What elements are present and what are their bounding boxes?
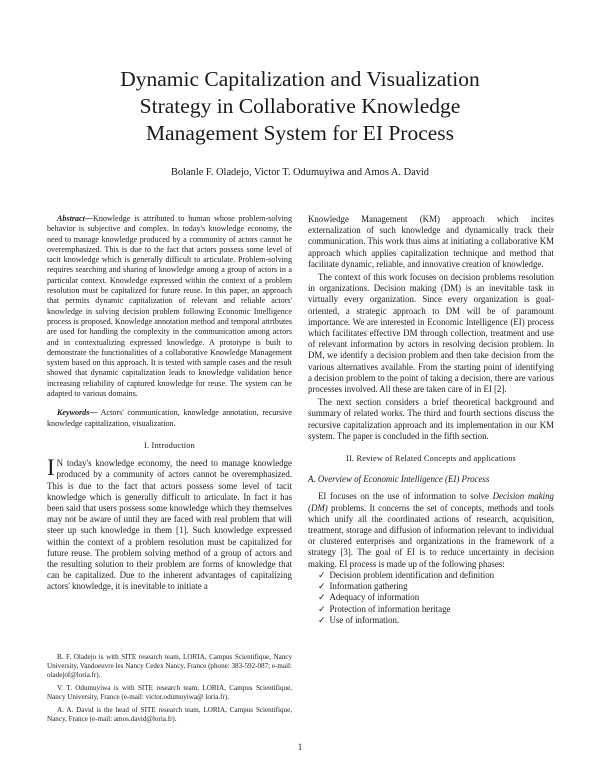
subsection-heading-ei: A. Overview of Economic Intelligence (EI) Process	[308, 474, 490, 485]
phase-text: Adequacy of information	[329, 592, 420, 603]
title-line: Management System for EI Process	[145, 121, 455, 145]
context-paragraph: The context of this work focuses on decision problems resolution in organizations. Decision making (DM) is an inevitable task in virtually every organization. Since every organization is goal-oriented, a strategic approach to DM will be of paramount importance. We are interested in Economic Intelligence (EI) process which facilitates effective DM through collection, treatment and use of relevant information by actors in resolving decision problem. In DM, we identify a decision problem and then take decision from the various alternatives available. From the starting point of identifying a decision problem to the point of taking a decision, there are various processes involved. All these are taken care of in EI [2].	[308, 272, 554, 395]
abstract	[47, 214, 292, 399]
list-item	[318, 604, 554, 615]
outline-paragraph: The next section considers a brief theoretical background and summary of related works. The third and fourth sections discuss the recursive capitalization approach and its implementation in our KM system. The paper is concluded in the fifth section.	[308, 397, 554, 441]
checkmark-icon: ✓	[318, 592, 326, 603]
keywords	[47, 408, 292, 429]
checkmark-icon: ✓	[318, 603, 326, 614]
author-list: Bolanle F. Oladejo, Victor T. Odumuyiwa and Amos A. David	[171, 167, 429, 178]
list-item	[318, 615, 554, 626]
section-heading-introduction: I. Introduction	[144, 440, 195, 450]
footnote: V. T. Odumuyiwa is with SITE research team, LORIA, Campus Scientifique, Nancy University, France (e-mail: victor.odumuyiwa@ loria.fr).	[47, 684, 292, 701]
drop-cap: I	[47, 455, 55, 481]
page-number: 1	[297, 742, 303, 752]
abstract-label: Abstract—	[57, 214, 93, 223]
ei-term: Decision making (DM)	[308, 491, 554, 513]
ei-paragraph	[308, 491, 554, 569]
intro-text: N today's knowledge economy, the need to manage knowledge produced by a community of actors cannot be overemphasized. This is due to the fact that actors possess some level of tacit knowledge which is generally difficult to articulate. In fact it has been said that users possess some knowledge which they themselves may not be aware of until they are faced with real problem that will steer up such knowledge in them [1]. Such knowledge expressed within the context of a problem resolution must be capitalized for future reuse. The problem solving method of a group of actors and the resulting solution to their problem are forms of knowledge that can be capitalized. Due to the inherent advantages of capitalizing actors' knowledge, it is inevitable to initiate a	[47, 458, 292, 592]
paper-title	[60, 66, 540, 147]
checkmark-icon: ✓	[318, 581, 326, 592]
ei-text-start: EI focuses on the use of information to solve	[318, 491, 493, 502]
ei-text-rest: problems. It concerns the set of concepts, methods and tools which unify all the coordinated actions of research, acquisition, treatment, storage and diffusion of information relevant to individual or clustered enterprises and organizations in the framework of a strategy [3]. The goal of EI is to reduce uncertainty in decision making. EI process is made up of the following phases:	[308, 502, 554, 569]
phase-text: Use of information.	[329, 614, 400, 625]
phase-text: Information gathering	[329, 581, 408, 592]
phase-text: Protection of information heritage	[329, 603, 451, 614]
title-line: Strategy in Collaborative Knowledge	[139, 94, 461, 118]
right-column	[308, 214, 554, 626]
section-heading-review: II. Review of Related Concepts and applications	[346, 454, 516, 464]
ei-phase-list	[308, 570, 554, 626]
left-column	[47, 214, 292, 593]
list-item	[318, 581, 554, 592]
footnote: B. F. Oladejo is with SITE research team, LORIA, Campus Scientifique, Nancy University, Vandoeuvre les Nancy Cedex Nancy, France (phone: 383-592-087; e-mail: oladejof@loria.fr).	[47, 653, 292, 679]
list-item	[318, 570, 554, 581]
keywords-label: Keywords—	[57, 408, 98, 418]
abstract-text: Knowledge is attributed to human whose problem-solving behavior is subjective and complex. In today's knowledge economy, the need to manage knowledge produced by a community of actors cannot be overemphasized. This is due to the fact that actors possess some level of tacit knowledge which is generally difficult to articulate. Problem-solving requires searching and sharing of knowledge among a group of actors in a particular context. Knowledge expressed within the context of a problem resolution must be capitalized for future reuse. In this paper, an approach that permits dynamic capitalization of relevant and reliable actors' knowledge in solving decision problem following Economic Intelligence process is proposed. Knowledge annotation method and temporal attributes are used for handling the complexity in the communication among actors and in contextualizing expressed knowledge. A prototype is built to demonstrate the functionalities of a collaborative Knowledge Management system based on this approach. It is tested with sample cases and the result showed that dynamic capitalization leads to knowledge validation hence increasing reliability of captured knowledge for reuse. The system can be adapted to various domains.	[47, 214, 292, 399]
keywords-text: Actors' communication, knowledge annotation, recursive knowledge capitalization, visualization.	[47, 408, 292, 428]
list-item	[318, 592, 554, 603]
phase-text: Decision problem identification and definition	[329, 569, 495, 580]
author-footnotes	[47, 653, 292, 728]
footnote: A. A. David is the head of SITE research team, LORIA, Campus Scientifique, Nancy, France (e-mail: amos.david@loria.fr).	[47, 706, 292, 723]
title-line: Dynamic Capitalization and Visualization	[120, 67, 480, 91]
intro-paragraph	[47, 455, 292, 592]
checkmark-icon: ✓	[318, 569, 326, 580]
intro-paragraph-continued: Knowledge Management (KM) approach which incites externalization of such knowledge and dynamically track their communication. This work thus aims at initiating a collaborative KM approach which applies capitalization technique and method that facilitate dynamic, reliable, and innovative creation of knowledge.	[308, 214, 554, 269]
checkmark-icon: ✓	[318, 614, 326, 625]
